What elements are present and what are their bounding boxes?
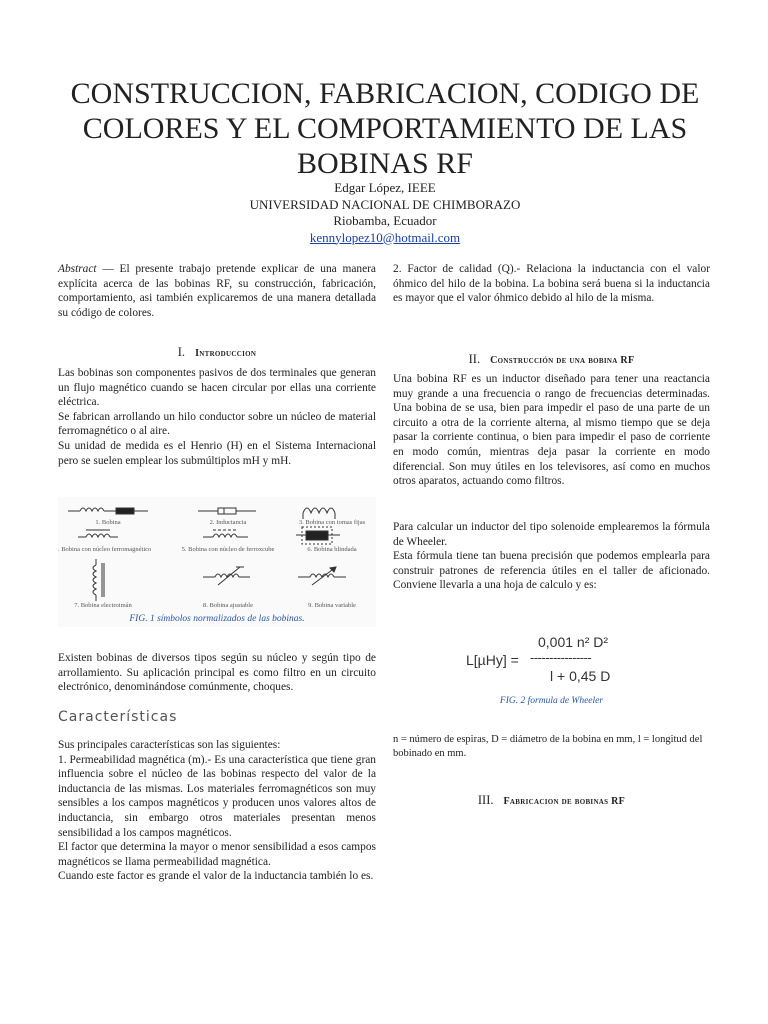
fig1-label-3: 3. Bobina con tomas fijas [298, 519, 366, 526]
symbol-blindada [296, 527, 340, 544]
symbol-bobina-tomas [303, 508, 335, 519]
section-2-p1: Una bobina RF es un inductor diseñado para tener una reactancia muy grande a una frecuencia o rango de frecuencias determinadas. Una bobina de se usa, bien para impedir el paso de una parte de un circuito a otra de la corriente alterna, al mismo tiempo que se deja pasar la corriente continua, o bien para impedir el paso de corriente en modo común, mientras deja pasar la corriente en modo diferencial. Son muy útiles en los televisores, así como en muchos otros aparatos, actuando como filtros. [393, 373, 710, 488]
formula-lhs: L[µHy] = [466, 652, 519, 668]
caracteristicas-p1: 1. Permeabilidad magnética (m).- Es una característica que tiene gran influencia sobre el núcleo de las bobinas respecto del valor de la inductancia de las mismas. Los materiales ferromagnéticos son muy sensibles a los campos magnéticos y producen unos valores altos de inductancia, sin embargo otros materiales presentan menos sensibilidad a los campos magnéticos. [58, 753, 376, 839]
fig1-label-5: 5. Bobina con núcleo de ferroxcube [181, 546, 275, 553]
symbol-nucleo-ferro [78, 530, 118, 537]
factor-calidad-paragraph: 2. Factor de calidad (Q).- Relaciona la inductancia con el valor óhmico del hilo de la bobina. La bobina será buena si la inductancia es mayor que el valor óhmico debido al hilo de la misma. [393, 263, 710, 305]
author-location: Riobamba, Ecuador [333, 213, 437, 228]
author-name: Edgar López, IEEE [334, 180, 436, 195]
section-2-title: Construcción de una bobina RF [490, 355, 635, 366]
formula-numerator: 0,001 n² D² [538, 634, 609, 650]
fig1-label-1: 1. Bobina [95, 519, 121, 526]
figure-1-symbols [58, 497, 376, 627]
section-2-p2: Para calcular un inductor del tipo solenoide emplearemos la fórmula de Wheeler. [393, 521, 710, 548]
symbol-electroiman [93, 559, 104, 601]
left-column-top [58, 262, 376, 320]
author-affiliation: UNIVERSIDAD NACIONAL DE CHIMBORAZO [249, 196, 521, 212]
tipos-paragraph: Existen bobinas de diversos tipos según su núcleo y según tipo de arrollamiento. Su aplicación principal es como filtro en un circuito electrónico, denominándose comúnmente, choques. [58, 652, 376, 694]
after-figure-paragraph [58, 651, 376, 695]
author-block [160, 180, 610, 246]
section-2-body [393, 372, 710, 489]
section-1-title: Introduccion [195, 348, 257, 359]
caracteristicas-heading: Características [58, 709, 178, 725]
section-2-number: II. [468, 352, 481, 366]
wheeler-formula [458, 632, 658, 692]
factor-calidad [393, 262, 710, 306]
paper-title: CONSTRUCCION, FABRICACION, CODIGO DE COLORES Y EL COMPORTAMIENTO DE LAS BOBINAS RF [70, 77, 700, 180]
formula-fraction-line: ---------------- [530, 650, 592, 665]
fig1-label-2: 2. Inductancia [209, 519, 247, 526]
section-2-p3: Esta fórmula tiene tan buena precisión que podemos emplearla para construir patrones de referencia útiles en el taller de aficionado. Conviene llevarla a una hoja de calculo y es: [393, 550, 710, 592]
section-1-heading [58, 345, 376, 362]
fig1-label-9: 9. Bobina variable [308, 602, 356, 609]
fig1-label-4: 4. Bobina con núcleo ferromagnético [58, 546, 152, 553]
section-1-body [58, 366, 376, 468]
formula-denominator: l + 0,45 D [550, 668, 611, 684]
section-3-title: Fabricacion de bobinas RF [503, 796, 626, 807]
section-3-heading [393, 793, 710, 810]
symbol-ajustable [203, 567, 250, 585]
abstract [58, 262, 376, 320]
symbol-bobina [68, 508, 148, 514]
caracteristicas-body [58, 738, 376, 884]
fig1-label-7: 7. Bobina electroimán [74, 602, 132, 609]
author-email-link[interactable]: kennylopez10@hotmail.com [309, 229, 461, 245]
intro-paragraph-1: Las bobinas son componentes pasivos de dos terminales que generan un flujo magnético cuando se hacen circular por ellas una corriente eléctrica. [58, 367, 376, 409]
section-2-heading [393, 352, 710, 369]
symbol-inductancia [198, 508, 256, 514]
section-2-body-b [393, 520, 710, 593]
abstract-label: Abstract [58, 263, 97, 275]
caracteristicas-p3: Cuando este factor es grande el valor de la inductancia también lo es. [58, 870, 374, 883]
fig1-label-6: 6. Bobina blindada [307, 546, 357, 553]
formula-legend [393, 733, 710, 761]
formula-legend-text: n = número de espiras, D = diámetro de la bobina en mm, l = longitud del bobinado en mm. [393, 734, 703, 759]
intro-paragraph-2: Se fabrican arrollando un hilo conductor sobre un núcleo de material ferromagnético o al aire. [58, 410, 376, 438]
caracteristicas-intro: Sus principales características son las siguientes: [58, 739, 281, 751]
section-3-number: III. [477, 793, 494, 807]
figure-1-caption: FIG. 1 símbolos normalizados de las bobinas. [129, 614, 305, 624]
section-1-number: I. [177, 345, 186, 359]
figure-2-caption: FIG. 2 formula de Wheeler [499, 696, 604, 706]
figure-1-svg [58, 497, 376, 627]
intro-paragraph-3: Su unidad de medida es el Henrio (H) en el Sistema Internacional pero se suelen emplear los submúltiplos mH y mH. [58, 439, 376, 467]
caracteristicas-p2: El factor que determina la mayor o menor sensibilidad a esos campos magnéticos se llama permeabilidad magnética. [58, 841, 376, 868]
fig1-label-8: 8. Bobina ajustable [202, 602, 254, 609]
symbol-ferroxcube [203, 530, 248, 537]
symbol-variable [298, 567, 346, 585]
abstract-text: — El presente trabajo pretende explicar de una manera explícita acerca de las bobinas RF, su construcción, fabricación, comportamiento, asi también explicaremos de una manera detallada su código de colores. [58, 263, 376, 319]
